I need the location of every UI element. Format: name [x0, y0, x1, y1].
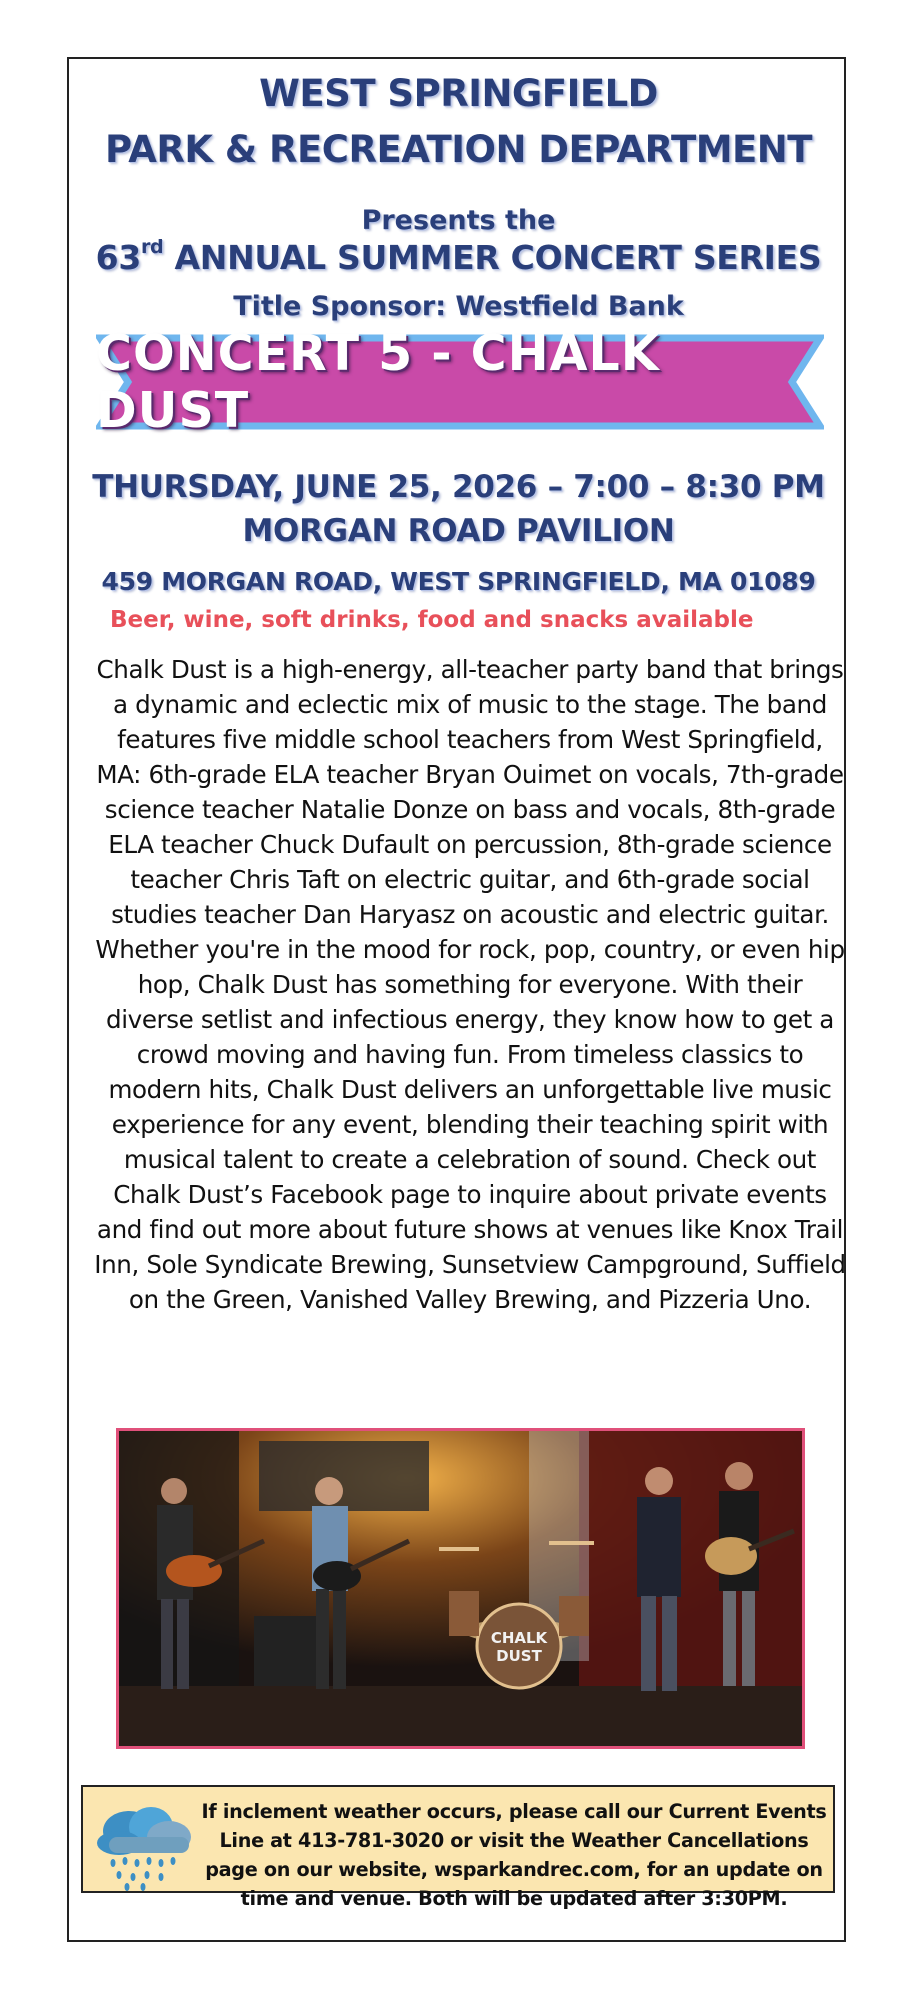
series-name: ANNUAL SUMMER CONCERT SERIES: [163, 238, 822, 277]
concert-series-title: [0, 238, 917, 277]
band-description: [94, 652, 846, 1317]
description-paragraph-1: Chalk Dust is a high-energy, all-teacher party band that brings a dynamic and eclectic mix of music to the stage. The band features five middle school teachers from West Springfield, MA: 6th-grade ELA teacher Bryan Ouimet on vocals, 7th-grade science teacher Natalie Donze on bass and vocals, 8th-grade ELA teacher Chuck Dufault on percussion, 8th-grade science teacher Chris Taft on electric guitar, and 6th-grade social studies teacher Dan Haryasz on acoustic and electric guitar.: [96, 655, 844, 929]
event-date-time: THURSDAY, JUNE 25, 2026 – 7:00 – 8:30 PM: [92, 469, 825, 505]
amenities-note: Beer, wine, soft drinks, food and snacks available: [110, 607, 754, 633]
series-ordinal-suffix: rd: [140, 236, 164, 258]
event-venue: MORGAN ROAD PAVILION: [242, 513, 675, 549]
weather-notice: [81, 1785, 835, 1910]
title-sponsor: Title Sponsor: Westfield Bank: [233, 291, 684, 322]
band-photo: [116, 1428, 805, 1749]
series-number: 63: [95, 238, 141, 277]
band-photo-illustration: [119, 1431, 802, 1746]
drum-logo-line2: DUST: [496, 1647, 542, 1665]
rain-cloud-icon: [89, 1803, 199, 1891]
department-name-line1: WEST SPRINGFIELD: [259, 72, 658, 115]
department-name-line2: PARK & RECREATION DEPARTMENT: [104, 128, 812, 171]
description-paragraph-2: Whether you're in the mood for rock, pop, country, or even hip hop, Chalk Dust has something for everyone. With their diverse setlist and infectious energy, they know how to get a crowd moving and having fun. From timeless classics to modern hits, Chalk Dust delivers an unforgettable live music experience for any event, blending their teaching spirit with musical talent to create a celebration of sound. Check out Chalk Dust’s Facebook page to inquire about private events and find out more about future shows at venues like Knox Trail Inn, Sole Syndicate Brewing, Sunsetview Campground, Suffield on the Green, Vanished Valley Brewing, and Pizzeria Uno.: [94, 935, 846, 1314]
concert-title: CONCERT 5 - CHALK DUST: [96, 325, 660, 439]
drum-logo-line1: CHALK: [490, 1629, 548, 1647]
event-address: 459 MORGAN ROAD, WEST SPRINGFIELD, MA 01089: [101, 567, 816, 596]
weather-notice-text: If inclement weather occurs, please call our Current Events Line at 413-781-3020 or visit the Weather Cancellations page on our website, wsparkandrec.com, for an update on time and venue. Both will be updated after 3:30PM.: [201, 1800, 827, 1910]
presents-line: Presents the: [361, 205, 556, 236]
